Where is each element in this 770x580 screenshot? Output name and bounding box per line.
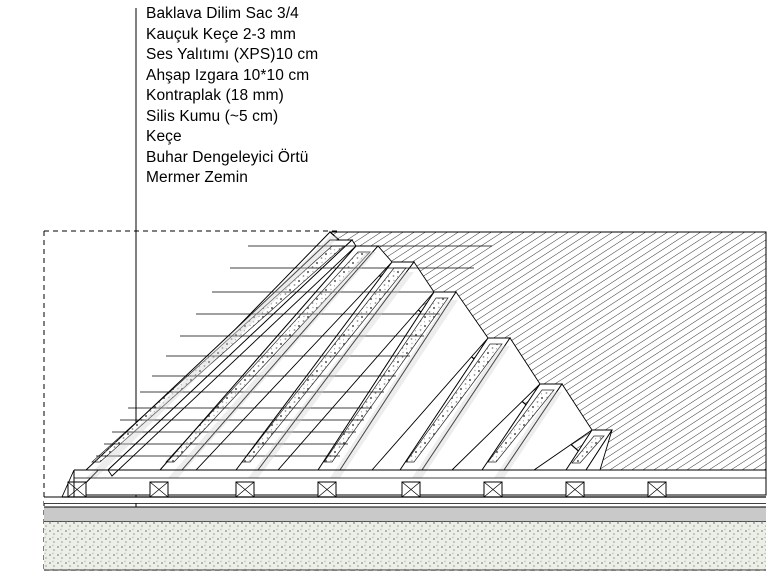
legend-list (146, 4, 566, 189)
substrate-layers (44, 497, 766, 570)
legend-item: Baklava Dilim Sac 3/4 (146, 5, 299, 22)
legend-item: Kontraplak (18 mm) (146, 87, 284, 104)
legend-item: Mermer Zemin (146, 169, 248, 186)
legend-item: Silis Kumu (~5 cm) (146, 107, 279, 125)
layer-marble-floor (44, 521, 766, 570)
legend-item: Buhar Dengeleyici Örtü (146, 148, 309, 166)
legend-item: Ahşap Izgara 10*10 cm (146, 66, 310, 84)
legend-item: Ses Yalıtımı (XPS)10 cm (146, 46, 319, 63)
layer-silica-sand (44, 497, 766, 503)
legend-item: Kauçuk Keçe 2-3 mm (146, 25, 296, 43)
legend-item: Keçe (146, 128, 182, 145)
layer-vapour-barrier (44, 507, 766, 521)
